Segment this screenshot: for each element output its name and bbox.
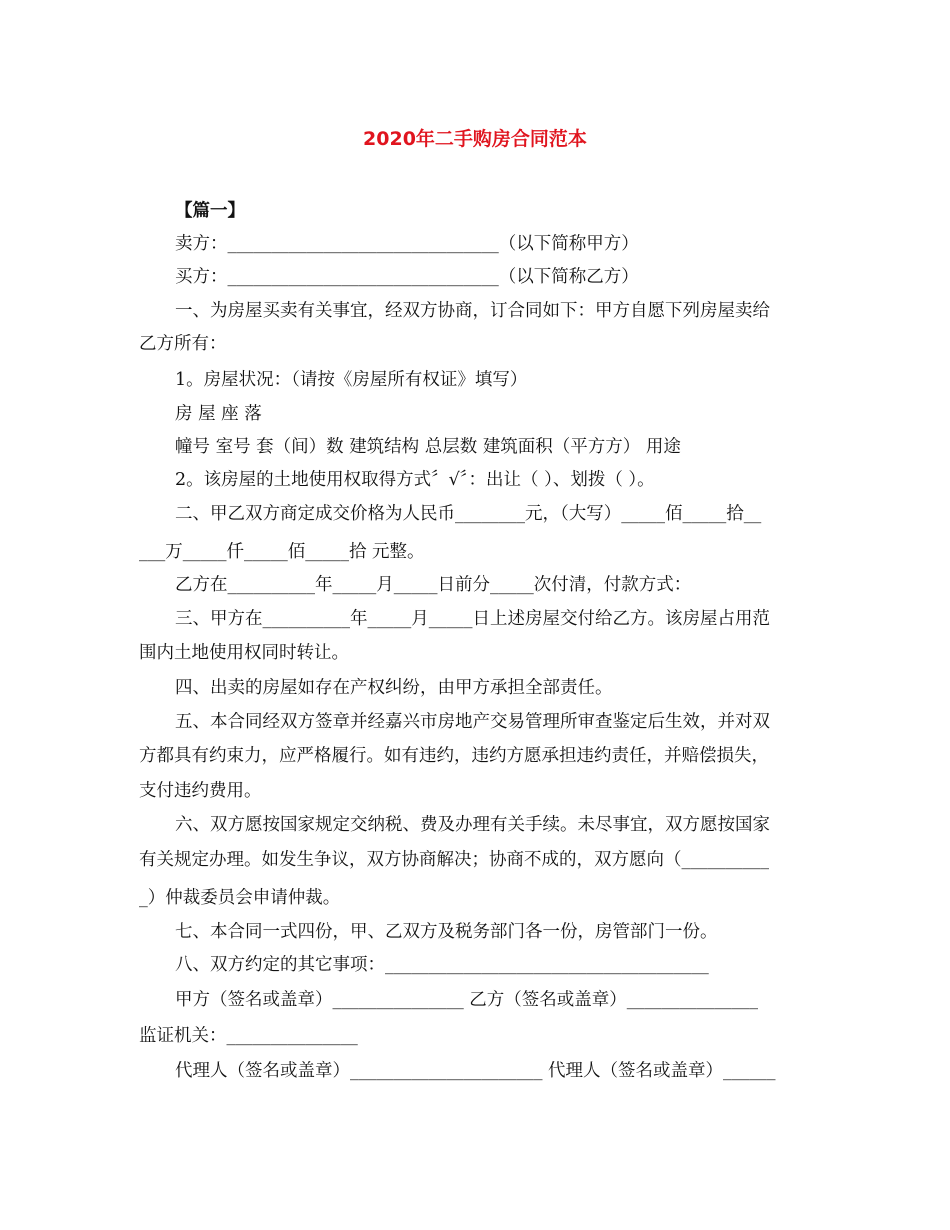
payment-terms: 乙方在__________年_____月_____日前分_____次付清，付款方式： (175, 575, 692, 595)
clause-2-price-cont: ___万_____仟_____佰_____拾 元整。 (139, 542, 425, 562)
clause-4-dispute: 四、出卖的房屋如存在产权纠纷，由甲方承担全部责任。 (175, 678, 613, 698)
supervisor-signature: 监证机关：_______________ (139, 1026, 358, 1046)
clause-5-effect: 五、本合同经双方签章并经嘉兴市房地产交易管理所审查鉴定后生效，并对双 (175, 712, 770, 732)
clause-8-other: 八、双方约定的其它事项：_____________________________________ (175, 955, 709, 975)
clause-5-effect-cont-1: 方都具有约束力，应严格履行。如有违约，违约方愿承担违约责任，并赔偿损失， (139, 746, 769, 766)
house-location: 房 屋 座 落 (175, 404, 262, 424)
seller-line: 卖方：_______________________________（以下简称甲方） (175, 234, 639, 254)
clause-2-price: 二、甲乙双方商定成交价格为人民币________元，（大写）_____佰_____拾__ (175, 504, 762, 524)
clause-5-effect-cont-2: 支付违约费用。 (139, 781, 262, 801)
document-title: 2020年二手购房合同范本 (363, 128, 587, 150)
party-signatures: 甲方（签名或盖章）_______________ 乙方（签名或盖章）_______________ (175, 990, 759, 1010)
section-heading: 【篇一】 (175, 201, 245, 221)
clause-3-delivery: 三、甲方在__________年_____月_____日上述房屋交付给乙方。该房屋占用范 (175, 609, 770, 629)
agent-signatures: 代理人（签名或盖章）______________________ 代理人（签名或盖章）______ (175, 1061, 776, 1081)
clause-3-delivery-cont: 围内土地使用权同时转让。 (139, 643, 349, 663)
clause-1-intro: 一、为房屋买卖有关事宜，经双方协商，订合同如下：甲方自愿下列房屋卖给 (175, 301, 770, 321)
buyer-line: 买方：_______________________________（以下简称乙方） (175, 267, 639, 287)
house-attributes: 幢号 室号 套（间）数 建筑结构 总层数 建筑面积（平方方） 用途 (175, 437, 681, 457)
house-status: 1。房屋状况：（请按《房屋所有权证》填写） (175, 370, 528, 390)
land-use-right: 2。该房屋的土地使用权取得方式〞√〞：出让（ ）、划拨（ ）。 (175, 470, 655, 490)
clause-7-copies: 七、本合同一式四份，甲、乙双方及税务部门各一份，房管部门一份。 (175, 922, 718, 942)
clause-6-taxes-cont-1: 有关规定办理。如发生争议，双方协商解决；协商不成的，双方愿向（__________ (139, 850, 769, 870)
clause-1-intro-cont: 乙方所有： (139, 334, 227, 354)
clause-6-taxes-cont-2: _）仲裁委员会申请仲裁。 (139, 888, 341, 908)
clause-6-taxes: 六、双方愿按国家规定交纳税、费及办理有关手续。未尽事宜，双方愿按国家 (175, 815, 770, 835)
